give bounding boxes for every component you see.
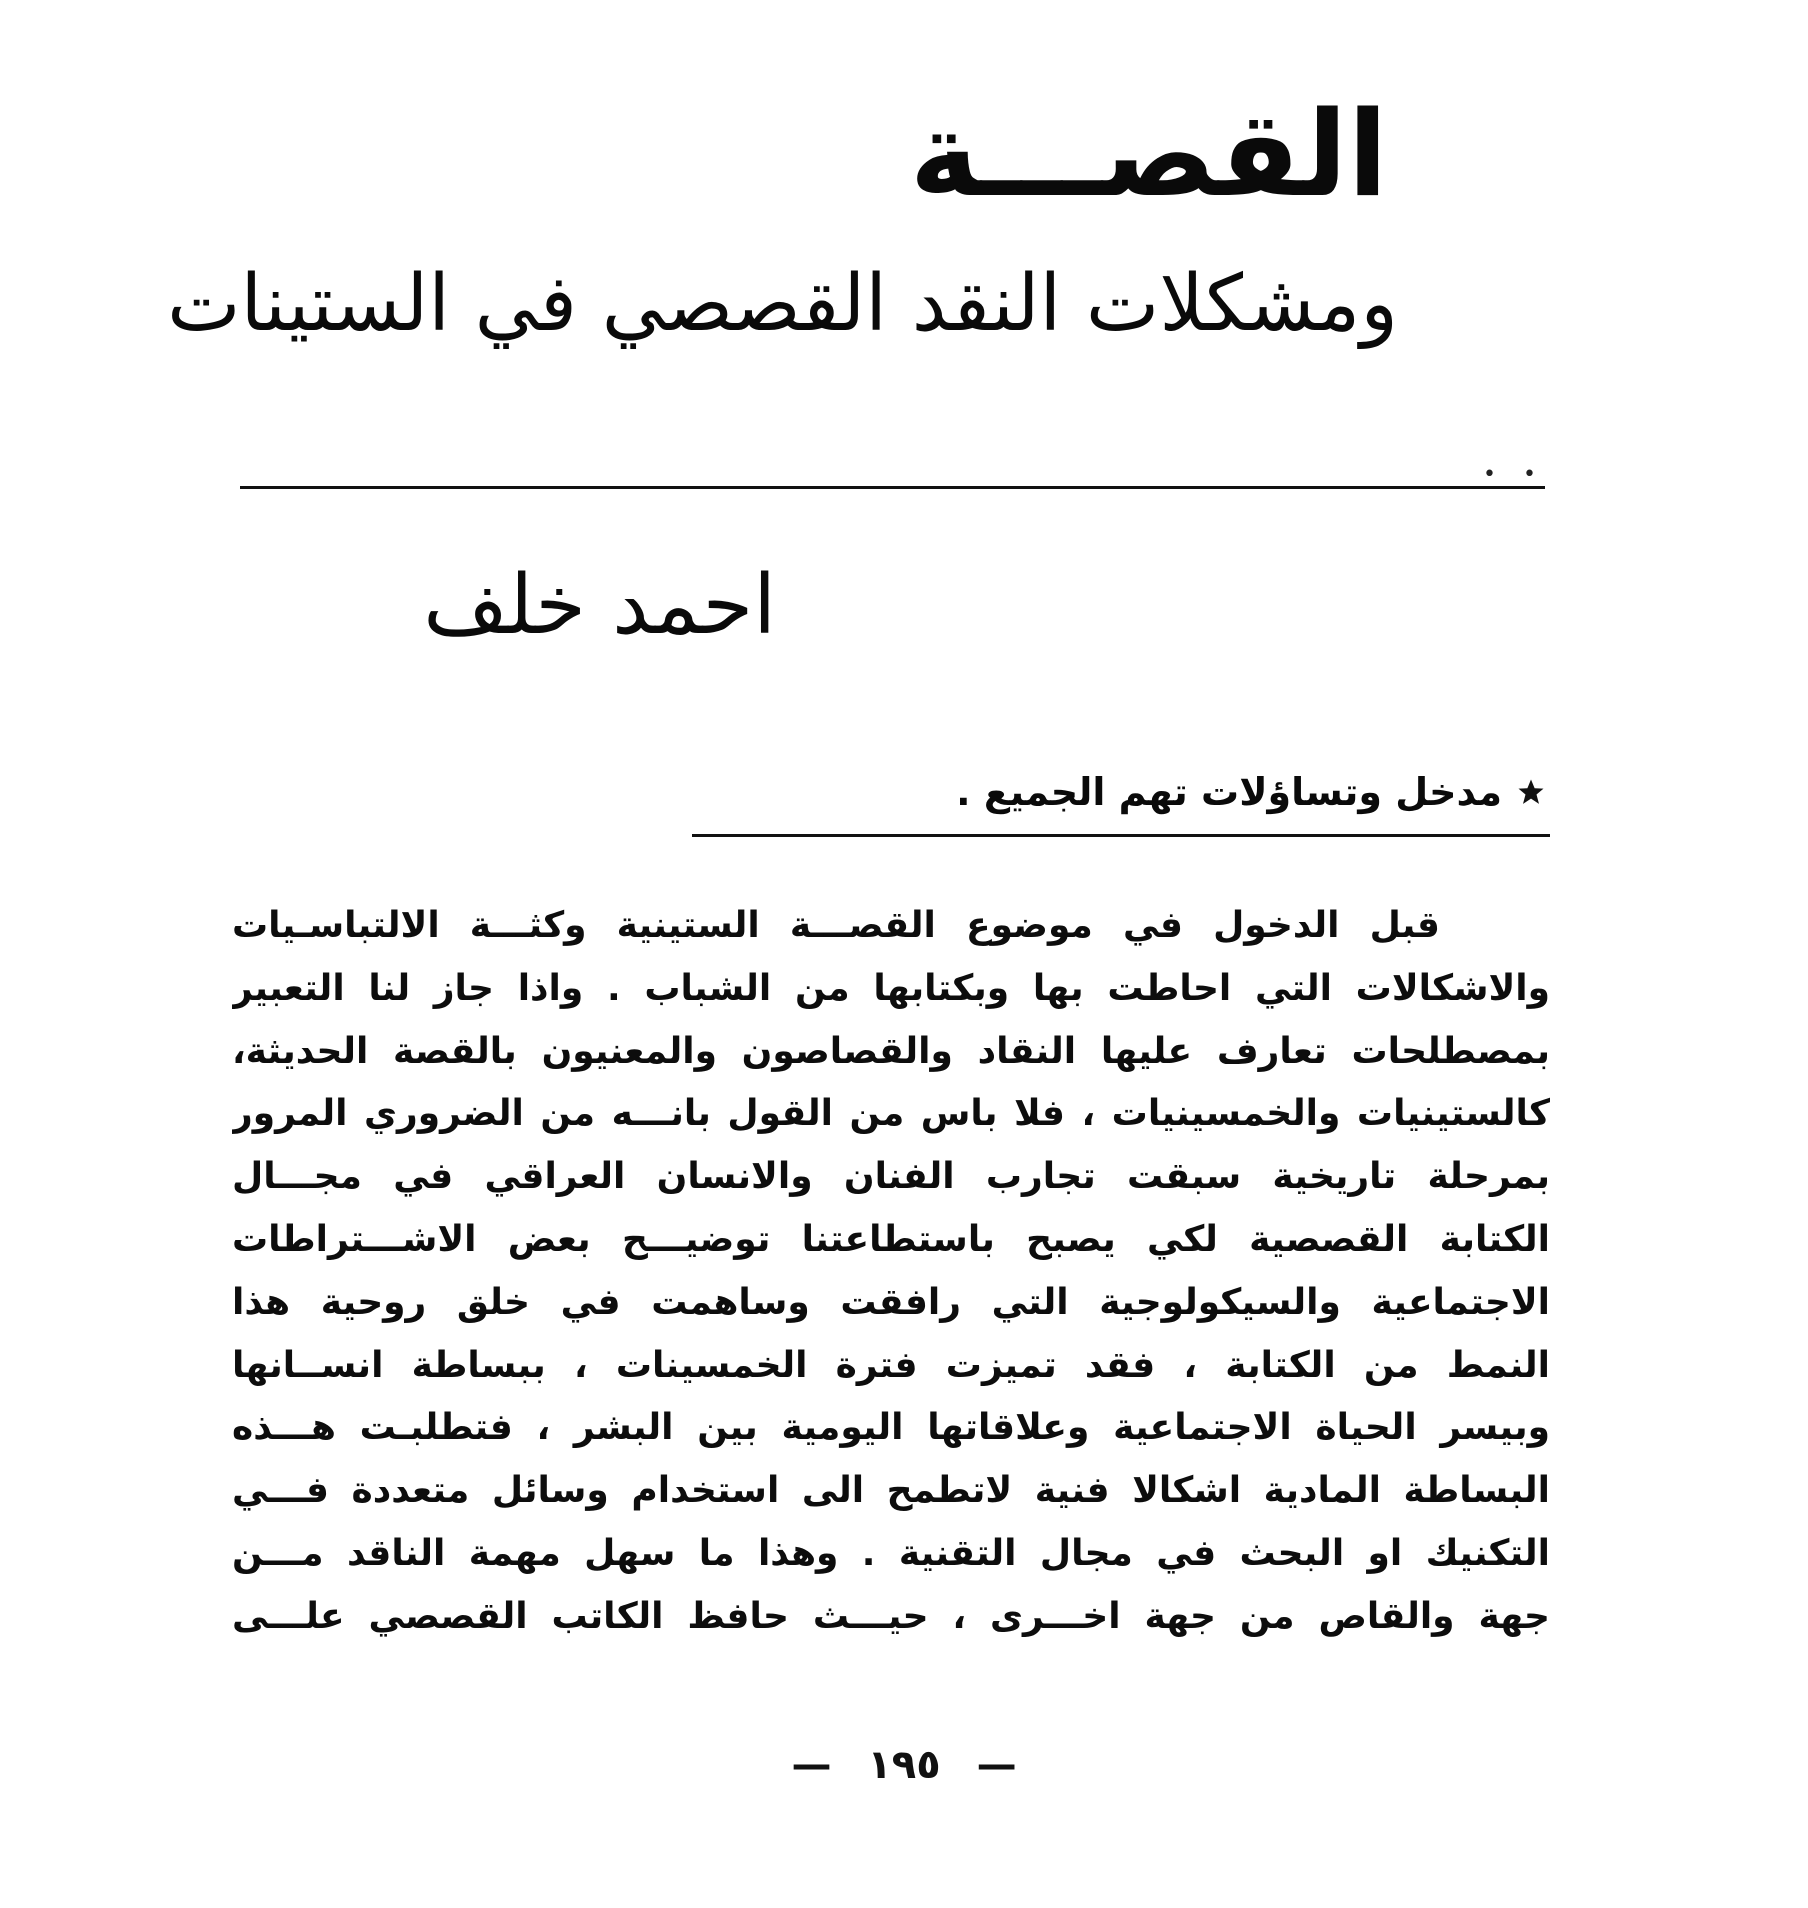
body-line: الاجتماعية والسيكولوجية التي رافقت وساهمت في خلق روحية هذا	[232, 1281, 1550, 1323]
page-number	[0, 1742, 1808, 1788]
body-line: كالستينيات والخمسينيات ، فلا باس من القول بانـــه من الضروري المرور	[232, 1093, 1550, 1135]
body-line: بمصطلحات تعارف عليها النقاد والقصاصون والمعنيون بالقصة الحديثة،	[232, 1030, 1550, 1072]
body-line: والاشكالات التي احاطت بها وبكتابها من الشباب . واذا جاز لنا التعبير	[232, 967, 1550, 1009]
author-name: احمد خلف	[423, 558, 776, 653]
page-number-dash-left: —	[791, 1742, 832, 1788]
page-number-dash-right: —	[976, 1742, 1017, 1788]
body-line: البساطة المادية اشكالا فنية لاتطمح الى استخدام وسائل متعددة فـــي	[232, 1470, 1550, 1512]
article-title: القصـــة	[909, 85, 1388, 223]
star-icon	[1516, 777, 1546, 807]
body-text	[232, 895, 1550, 1649]
body-line: قبل الدخول في موضوع القصـــة الستينية وكثـــة الالتباسـيات	[232, 905, 1440, 946]
rule-dots: • •	[1483, 462, 1546, 487]
body-line: بمرحلة تاريخية سبقت تجارب الفنان والانسان العراقي في مجـــال	[232, 1156, 1550, 1198]
body-line: الكتابة القصصية لكي يصبح باستطاعتنا توضيـــح بعض الاشـــتراطات	[232, 1218, 1550, 1260]
page-number-value: ١٩٥	[867, 1742, 941, 1788]
body-line: جهة والقاص من جهة اخـــرى ، حيـــث حافظ الكاتب القصصي علـــى	[232, 1595, 1550, 1637]
body-line: وبيسر الحياة الاجتماعية وعلاقاتها اليومية بين البشر ، فتطلبـت هـــذه	[232, 1407, 1550, 1449]
section-heading-text: مدخل وتساؤلات تهم الجميع .	[956, 770, 1502, 814]
body-line: التكنيك او البحث في مجال التقنية . وهذا ما سهل مهمة الناقد مـــن	[232, 1532, 1550, 1574]
article-subtitle: ومشكلات النقد القصصي في الستينات	[167, 259, 1398, 349]
title-divider	[240, 486, 1545, 489]
section-divider	[692, 834, 1550, 837]
body-line: النمط من الكتابة ، فقد تميزت فترة الخمسينات ، ببساطة انســانها	[232, 1344, 1550, 1386]
section-heading	[956, 770, 1546, 814]
